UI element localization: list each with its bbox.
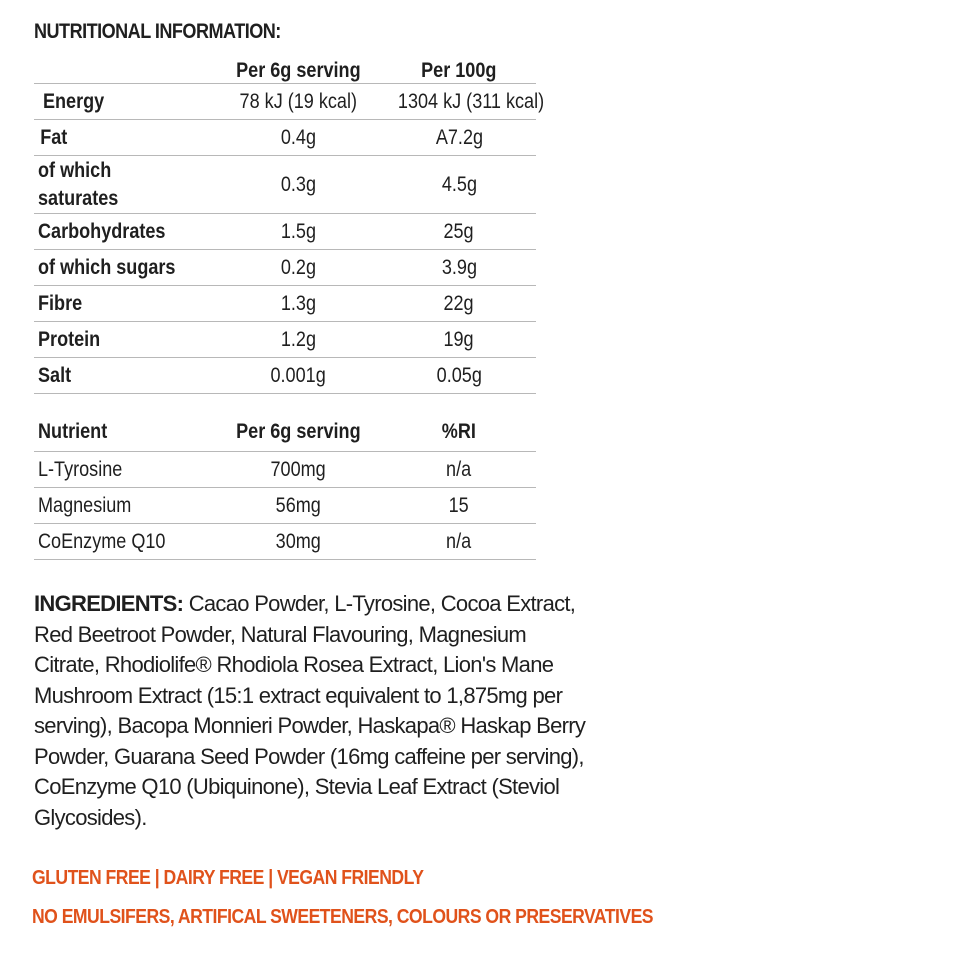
row-per100-text: 1304 kJ (311 kcal) bbox=[397, 89, 545, 113]
row-per100 bbox=[382, 214, 536, 250]
header-nutrient bbox=[34, 411, 214, 452]
nutrition-title: NUTRITIONAL INFORMATION: bbox=[34, 20, 281, 43]
row-serving bbox=[214, 214, 382, 250]
table-row bbox=[34, 156, 536, 214]
row-name-text: Energy bbox=[42, 89, 105, 113]
nutrition-table-header bbox=[34, 50, 536, 84]
table-row bbox=[34, 286, 536, 322]
table-row bbox=[34, 524, 536, 560]
table-row bbox=[34, 120, 536, 156]
row-serving bbox=[214, 286, 382, 322]
header-per-serving bbox=[214, 411, 382, 452]
row-per100-text: 19g bbox=[443, 327, 475, 351]
row-ri-text: n/a bbox=[446, 529, 472, 553]
row-per100 bbox=[382, 322, 536, 358]
ingredients-text: Cacao Powder, L-Tyrosine, Cocoa Extract, Red Beetroot Powder, Natural Flavouring, Magnesium Citrate, Rhodiolife® Rhodiola Rosea Extract, Lion's Mane Mushroom Extract (15:1 extract equivalent to 1,875mg per serving), Bacopa Monnieri Powder, Haskapa® Haskap Berry Powder, Guarana Seed Powder (16mg caffeine per serving), CoEnzyme Q10 (Ubiquinone), Stevia Leaf Extract (Steviol Glycosides). bbox=[34, 591, 586, 830]
row-serving-text: 56mg bbox=[275, 493, 321, 517]
header-per-serving bbox=[214, 50, 382, 84]
row-serving bbox=[214, 120, 382, 156]
row-ri bbox=[382, 452, 536, 488]
nutrition-table bbox=[34, 50, 545, 394]
row-per100 bbox=[382, 286, 536, 322]
table-row bbox=[34, 250, 536, 286]
row-serving-text: 1.5g bbox=[280, 219, 316, 243]
row-name-text: of which sugars bbox=[38, 255, 176, 279]
row-name-text: L-Tyrosine bbox=[38, 457, 123, 481]
row-serving-text: 30mg bbox=[275, 529, 321, 553]
row-name-text: of which saturates bbox=[38, 158, 119, 210]
row-serving-text: 78 kJ (19 kcal) bbox=[239, 89, 357, 113]
header-blank bbox=[34, 50, 214, 84]
header-per-100g bbox=[382, 50, 536, 84]
header-ri-label: %RI bbox=[441, 420, 477, 443]
row-name-text: Magnesium bbox=[38, 493, 132, 517]
row-serving-text: 0.4g bbox=[280, 125, 316, 149]
row-per100 bbox=[382, 358, 536, 394]
row-serving bbox=[214, 524, 382, 560]
table-row bbox=[34, 84, 536, 120]
row-serving bbox=[214, 488, 382, 524]
row-name bbox=[34, 120, 214, 156]
row-per100 bbox=[382, 120, 536, 156]
row-name bbox=[34, 524, 214, 560]
row-per100-text: 0.05g bbox=[436, 363, 482, 387]
row-serving bbox=[214, 84, 382, 120]
row-name bbox=[34, 452, 214, 488]
table-row bbox=[34, 322, 536, 358]
nutrient-table-header bbox=[34, 411, 536, 452]
row-serving bbox=[214, 358, 382, 394]
dietary-claims: GLUTEN FREE | DAIRY FREE | VEGAN FRIENDLY bbox=[32, 867, 424, 889]
row-name-text: Fibre bbox=[38, 291, 83, 315]
table-row bbox=[34, 214, 536, 250]
row-name-text: CoEnzyme Q10 bbox=[38, 529, 166, 553]
row-name bbox=[34, 322, 214, 358]
header-nutrient-label: Nutrient bbox=[38, 420, 108, 443]
row-per100-text: 4.5g bbox=[441, 172, 477, 196]
ingredients-label: INGREDIENTS: bbox=[34, 591, 184, 616]
row-serving bbox=[214, 452, 382, 488]
row-name-text: Protein bbox=[38, 327, 101, 351]
row-serving-text: 700mg bbox=[270, 457, 326, 481]
row-name bbox=[34, 214, 214, 250]
row-ri bbox=[382, 524, 536, 560]
row-per100-text: 25g bbox=[443, 219, 475, 243]
row-per100-text: A7.2g bbox=[435, 125, 483, 149]
row-per100 bbox=[382, 250, 536, 286]
header-ri bbox=[382, 411, 536, 452]
row-ri-text: n/a bbox=[446, 457, 472, 481]
row-serving bbox=[214, 322, 382, 358]
row-name bbox=[34, 488, 214, 524]
row-per100-text: 3.9g bbox=[441, 255, 477, 279]
row-ri bbox=[382, 488, 536, 524]
row-per100 bbox=[382, 84, 545, 120]
row-per100 bbox=[382, 156, 536, 214]
row-per100-text: 22g bbox=[443, 291, 475, 315]
header-per-100g-label: Per 100g bbox=[421, 59, 497, 82]
row-serving-text: 1.2g bbox=[280, 327, 316, 351]
free-from-claims: NO EMULSIFERS, ARTIFICAL SWEETENERS, COLOURS OR PRESERVATIVES bbox=[32, 906, 654, 928]
row-ri-text: 15 bbox=[448, 493, 470, 517]
row-name-text: Salt bbox=[38, 363, 72, 387]
header-per-serving-label: Per 6g serving bbox=[235, 59, 361, 82]
table-row bbox=[34, 488, 536, 524]
row-name bbox=[34, 250, 214, 286]
ingredients-block bbox=[34, 589, 594, 833]
table-row bbox=[34, 452, 536, 488]
row-serving bbox=[214, 156, 382, 214]
row-name-text: Fat bbox=[40, 125, 68, 149]
row-name bbox=[34, 358, 214, 394]
row-serving-text: 1.3g bbox=[280, 291, 316, 315]
row-name bbox=[34, 286, 214, 322]
row-serving-text: 0.001g bbox=[270, 363, 326, 387]
nutrient-table bbox=[34, 411, 536, 560]
row-serving bbox=[214, 250, 382, 286]
header-per-serving-label: Per 6g serving bbox=[235, 420, 361, 443]
row-serving-text: 0.2g bbox=[280, 255, 316, 279]
row-name bbox=[34, 84, 214, 120]
row-serving-text: 0.3g bbox=[280, 172, 316, 196]
table-row bbox=[34, 358, 536, 394]
row-name-text: Carbohydrates bbox=[38, 219, 166, 243]
row-name bbox=[34, 156, 214, 214]
